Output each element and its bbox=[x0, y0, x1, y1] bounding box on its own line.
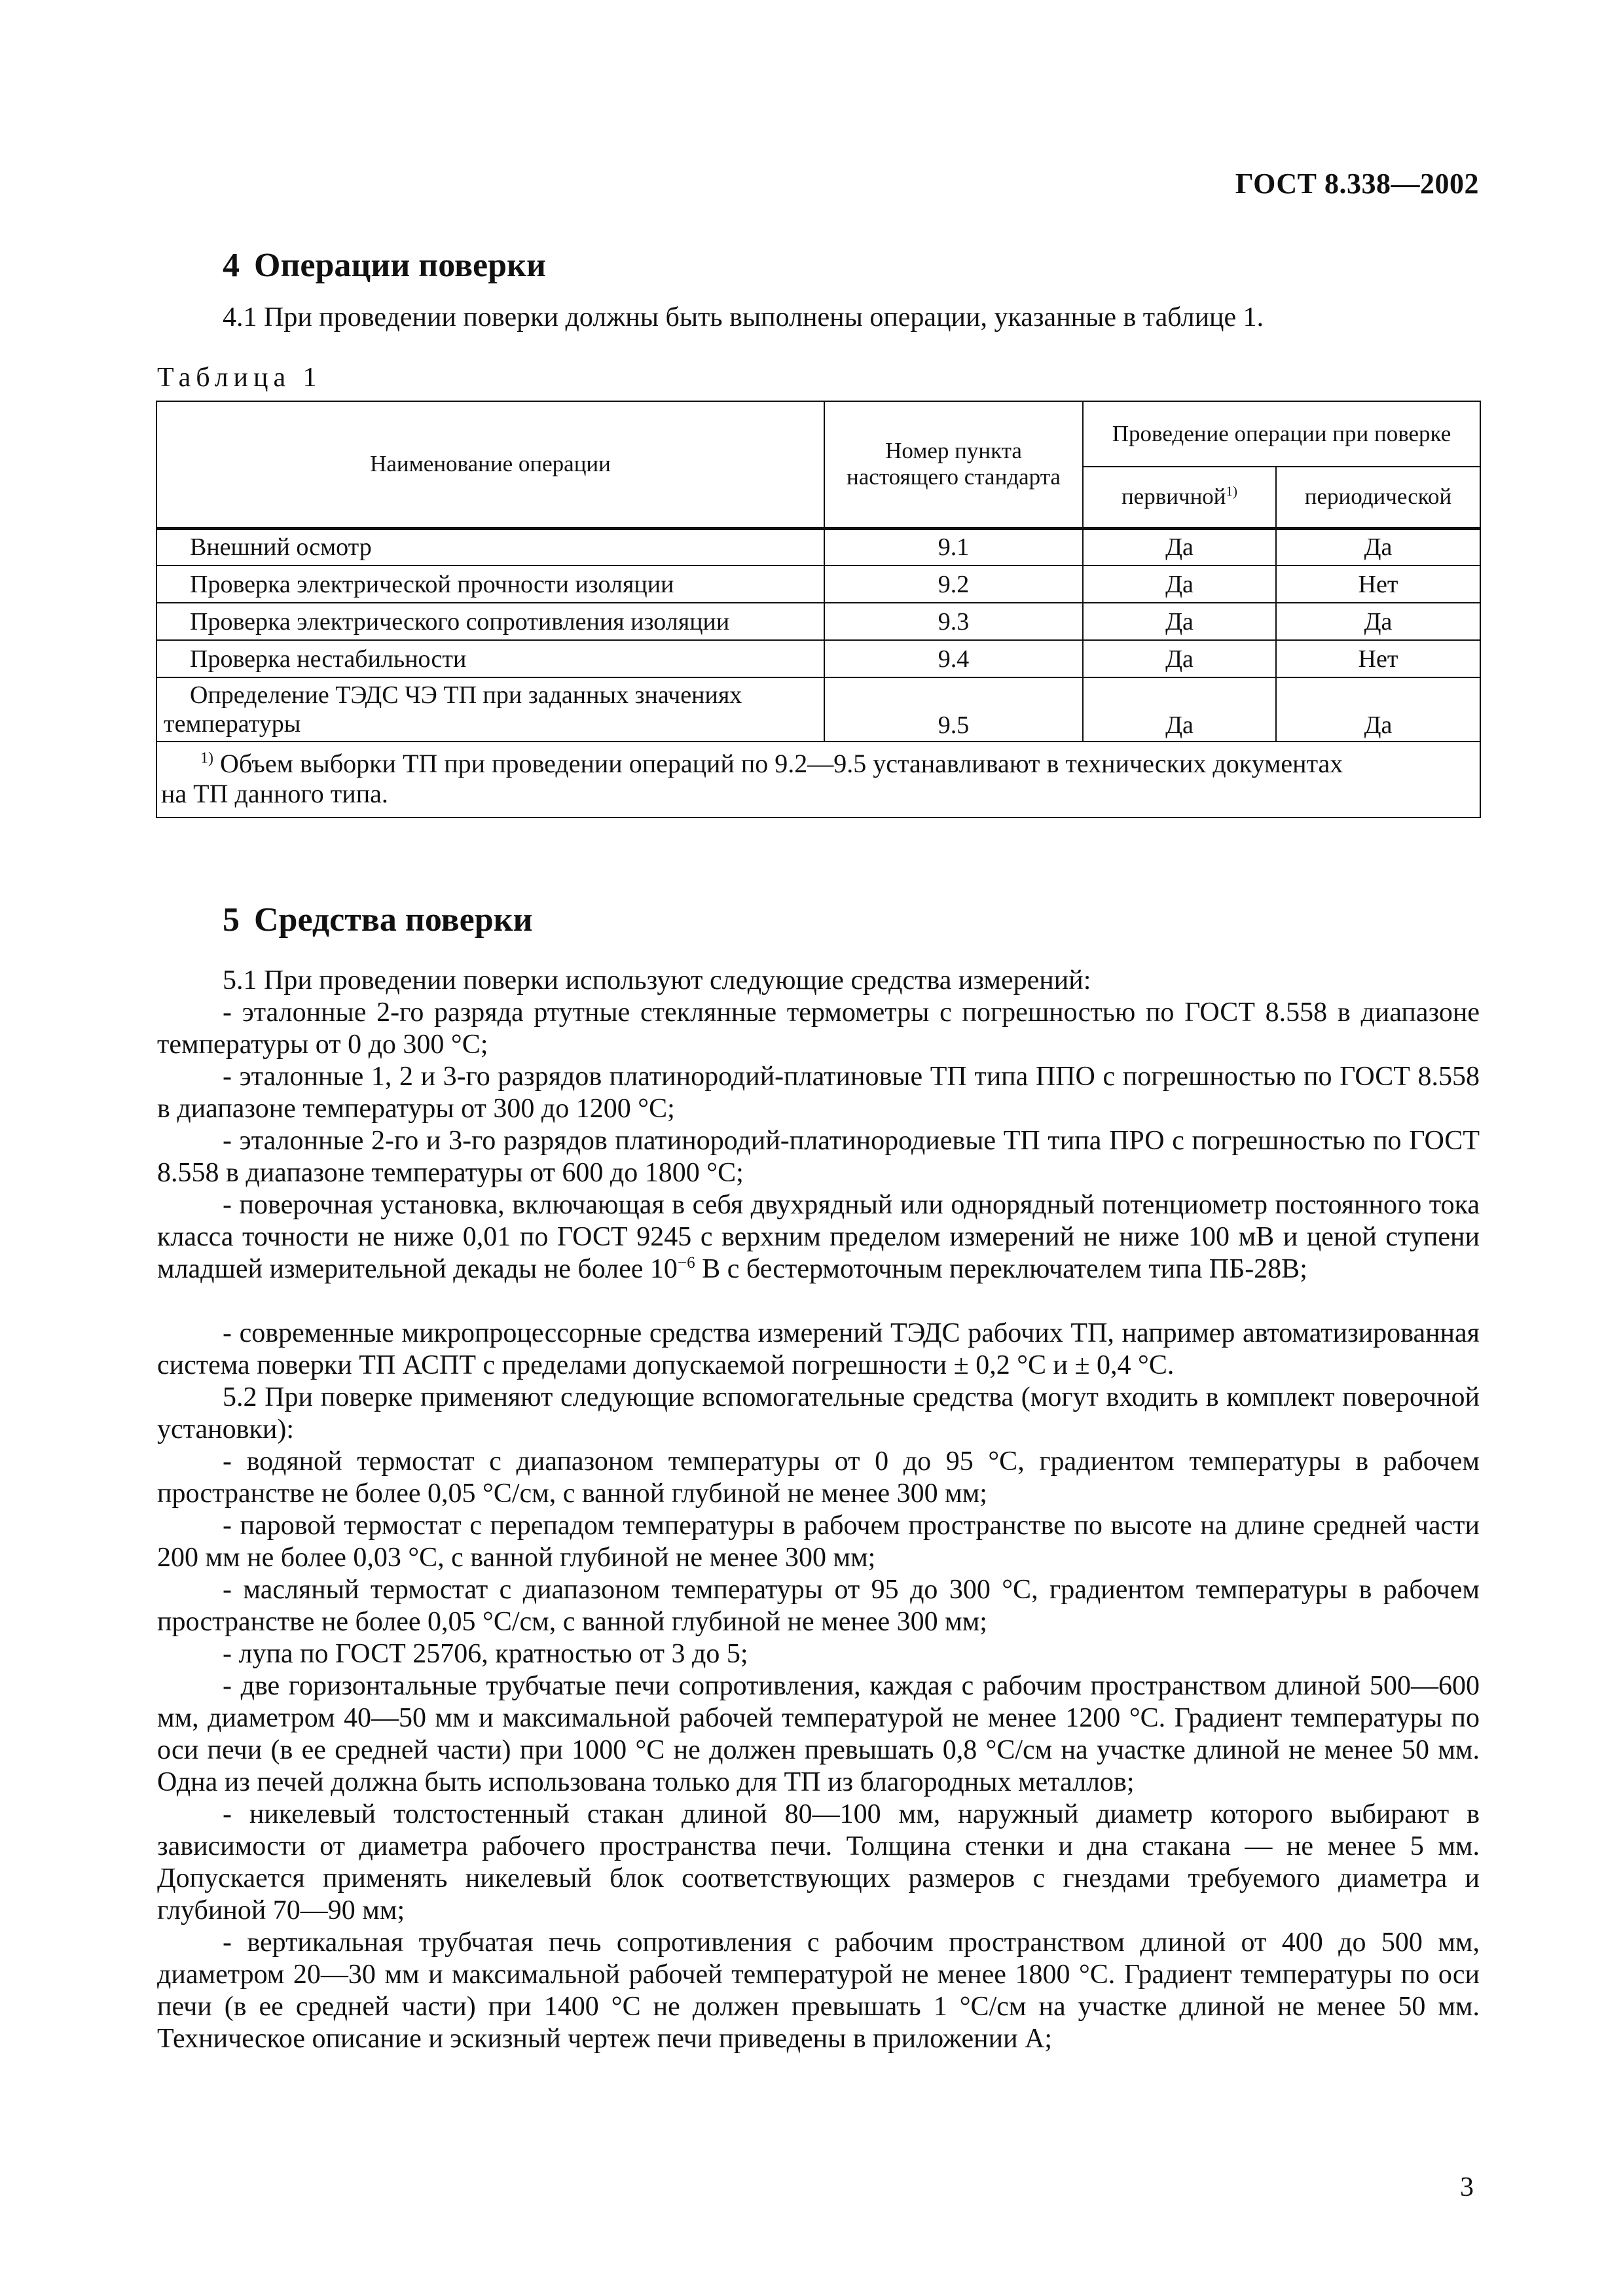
section-4-heading bbox=[223, 246, 546, 285]
cell-periodic: Да bbox=[1276, 603, 1480, 640]
footnote-text: Объем выборки ТП при проведении операций по 9.2—9.5 устанавливают в технических документах bbox=[220, 749, 1343, 778]
cell-primary: Да bbox=[1083, 565, 1276, 603]
cell-primary: Да bbox=[1083, 528, 1276, 565]
cell-primary: Да bbox=[1083, 603, 1276, 640]
paragraph-5-2: 5.2 При поверке применяют следующие вспомогательные средства (могут входить в комплект поверочной установки): bbox=[157, 1382, 1480, 1444]
header-operation-group: Проведение операции при поверке bbox=[1083, 401, 1480, 467]
section-5-heading bbox=[223, 901, 533, 939]
footnote-line1 bbox=[161, 749, 1476, 779]
header-primary bbox=[1083, 467, 1276, 528]
list-item: - паровой термостат с перепадом температуры в рабочем пространстве по высоте на длине средней части 200 мм не более 0,03 °С, с ванной глубиной не менее 300 мм; bbox=[157, 1511, 1480, 1573]
cell-periodic: Нет bbox=[1276, 565, 1480, 603]
table-caption: Таблица 1 bbox=[157, 363, 322, 393]
cell-periodic: Да bbox=[1276, 528, 1480, 565]
header-periodic: периодической bbox=[1276, 467, 1480, 528]
table-row bbox=[156, 565, 1480, 603]
paragraph-4-1: 4.1 При проведении поверки должны быть выполнены операции, указанные в таблице 1. bbox=[223, 302, 1264, 332]
header-primary-label: первичной bbox=[1121, 484, 1226, 510]
cell-primary: Да bbox=[1083, 640, 1276, 677]
list-item: - эталонные 2-го разряда ртутные стеклянные термометры с погрешностью по ГОСТ 8.558 в диапазоне температуры от 0 до 300 °С; bbox=[157, 997, 1480, 1060]
list-item: - две горизонтальные трубчатые печи сопротивления, каждая с рабочим пространством длиной 500—600 мм, диаметром 40—50 мм и максимальной рабочей температурой не менее 1200 °С. Градиент температуры по оси печи (в ее средней части) при 1000 °С не должен превышать 0,8 °С/см на участке длиной не менее 50 мм. Одна из печей должна быть использована только для ТП из благородных металлов; bbox=[157, 1671, 1480, 1797]
list-item: - никелевый толстостенный стакан длиной 80—100 мм, наружный диаметр которого выбирают в зависимости от диаметра рабочего пространства печи. Толщина стенки и дна стакана — не менее 5 мм. Допускается применять никелевый блок соответствующих размеров с гнездами требуемого диаметра и глубиной 70—90 мм; bbox=[157, 1799, 1480, 1926]
document-id: ГОСТ 8.338—2002 bbox=[1235, 168, 1479, 200]
cell-operation-name bbox=[156, 677, 824, 742]
cell-operation-name: Внешний осмотр bbox=[156, 528, 824, 565]
list-item: - эталонные 2-го и 3-го разрядов платинородий-платинородиевые ТП типа ПРО с погрешностью по ГОСТ 8.558 в диапазоне температуры от 600 до 1800 °С; bbox=[157, 1126, 1480, 1188]
table-row bbox=[156, 640, 1480, 677]
table-footnote bbox=[156, 742, 1480, 817]
page-number: 3 bbox=[1460, 2172, 1474, 2202]
table-row bbox=[156, 528, 1480, 565]
list-item: - вертикальная трубчатая печь сопротивления с рабочим пространством длиной от 400 до 500 мм, диаметром 20—30 мм и максимальной рабочей температурой не менее 1800 °С. Градиент температуры по оси печи (в ее средней части) при 1400 °С не должен превышать 1 °С/см на участке длиной не менее 50 мм. Техническое описание и эскизный чертеж печи приведены в приложении А; bbox=[157, 1928, 1480, 2054]
cell-operation-name: Проверка нестабильности bbox=[156, 640, 824, 677]
footnote-line2: на ТП данного типа. bbox=[161, 779, 388, 808]
cell-primary: Да bbox=[1083, 677, 1276, 742]
section-5-number: 5 bbox=[223, 901, 240, 939]
list-item: - водяной термостат с диапазоном температуры от 0 до 95 °С, градиентом температуры в рабочем пространстве не более 0,05 °С/см, с ванной глубиной не менее 300 мм; bbox=[157, 1446, 1480, 1509]
cell-operation-name-line1: Определение ТЭДС ЧЭ ТП при заданных значениях bbox=[190, 681, 742, 709]
section-4-title: Операции поверки bbox=[254, 247, 546, 284]
footnote-mark: 1) bbox=[200, 749, 213, 767]
list-item-potentiometer bbox=[157, 1189, 1480, 1285]
cell-clause-number: 9.1 bbox=[824, 528, 1083, 565]
cell-clause-number: 9.2 bbox=[824, 565, 1083, 603]
potentiometer-exponent: −6 bbox=[677, 1254, 695, 1272]
header-clause-number: Номер пункта настоящего стандарта bbox=[824, 401, 1083, 528]
table-row bbox=[156, 603, 1480, 640]
list-item: - масляный термостат с диапазоном температуры от 95 до 300 °С, градиентом температуры в рабочем пространстве не более 0,05 °С/см, с ванной глубиной не менее 300 мм; bbox=[157, 1575, 1480, 1637]
list-item: - современные микропроцессорные средства измерений ТЭДС рабочих ТП, например автоматизированная система поверки ТП АСПТ с пределами допускаемой погрешности ± 0,2 °С и ± 0,4 °С. bbox=[157, 1318, 1480, 1380]
cell-clause-number: 9.5 bbox=[824, 677, 1083, 742]
cell-clause-number: 9.4 bbox=[824, 640, 1083, 677]
cell-periodic: Да bbox=[1276, 677, 1480, 742]
paragraph-5-1: 5.1 При проведении поверки используют следующие средства измерений: bbox=[223, 965, 1091, 996]
list-item: - лупа по ГОСТ 25706, кратностью от 3 до 5; bbox=[223, 1639, 748, 1669]
operations-table bbox=[156, 401, 1481, 818]
cell-operation-name: Проверка электрической прочности изоляции bbox=[156, 565, 824, 603]
header-operation-name: Наименование операции bbox=[156, 401, 824, 528]
list-item: - эталонные 1, 2 и 3-го разрядов платинородий-платиновые ТП типа ППО с погрешностью по ГОСТ 8.558 в диапазоне температуры от 300 до 1200 °С; bbox=[157, 1062, 1480, 1124]
potentiometer-text-end: В с бестермоточным переключателем типа ПБ-28В; bbox=[695, 1254, 1307, 1284]
section-5-title: Средства поверки bbox=[254, 901, 533, 939]
table-footnote-row bbox=[156, 742, 1480, 817]
cell-clause-number: 9.3 bbox=[824, 603, 1083, 640]
cell-operation-name-line2: температуры bbox=[164, 710, 301, 738]
table-row bbox=[156, 677, 1480, 742]
header-primary-footnote-mark: 1) bbox=[1226, 483, 1238, 499]
cell-operation-name: Проверка электрического сопротивления изоляции bbox=[156, 603, 824, 640]
section-4-number: 4 bbox=[223, 247, 240, 284]
potentiometer-text: - поверочная установка, включающая в себя двухрядный или однорядный потенциометр постоянного тока класса точности не ниже 0,01 по ГОСТ 9245 с верхним пределом измерений не ниже 100 мВ и ценой ступени младшей измерительной декады не более 10 bbox=[157, 1190, 1480, 1284]
cell-periodic: Нет bbox=[1276, 640, 1480, 677]
